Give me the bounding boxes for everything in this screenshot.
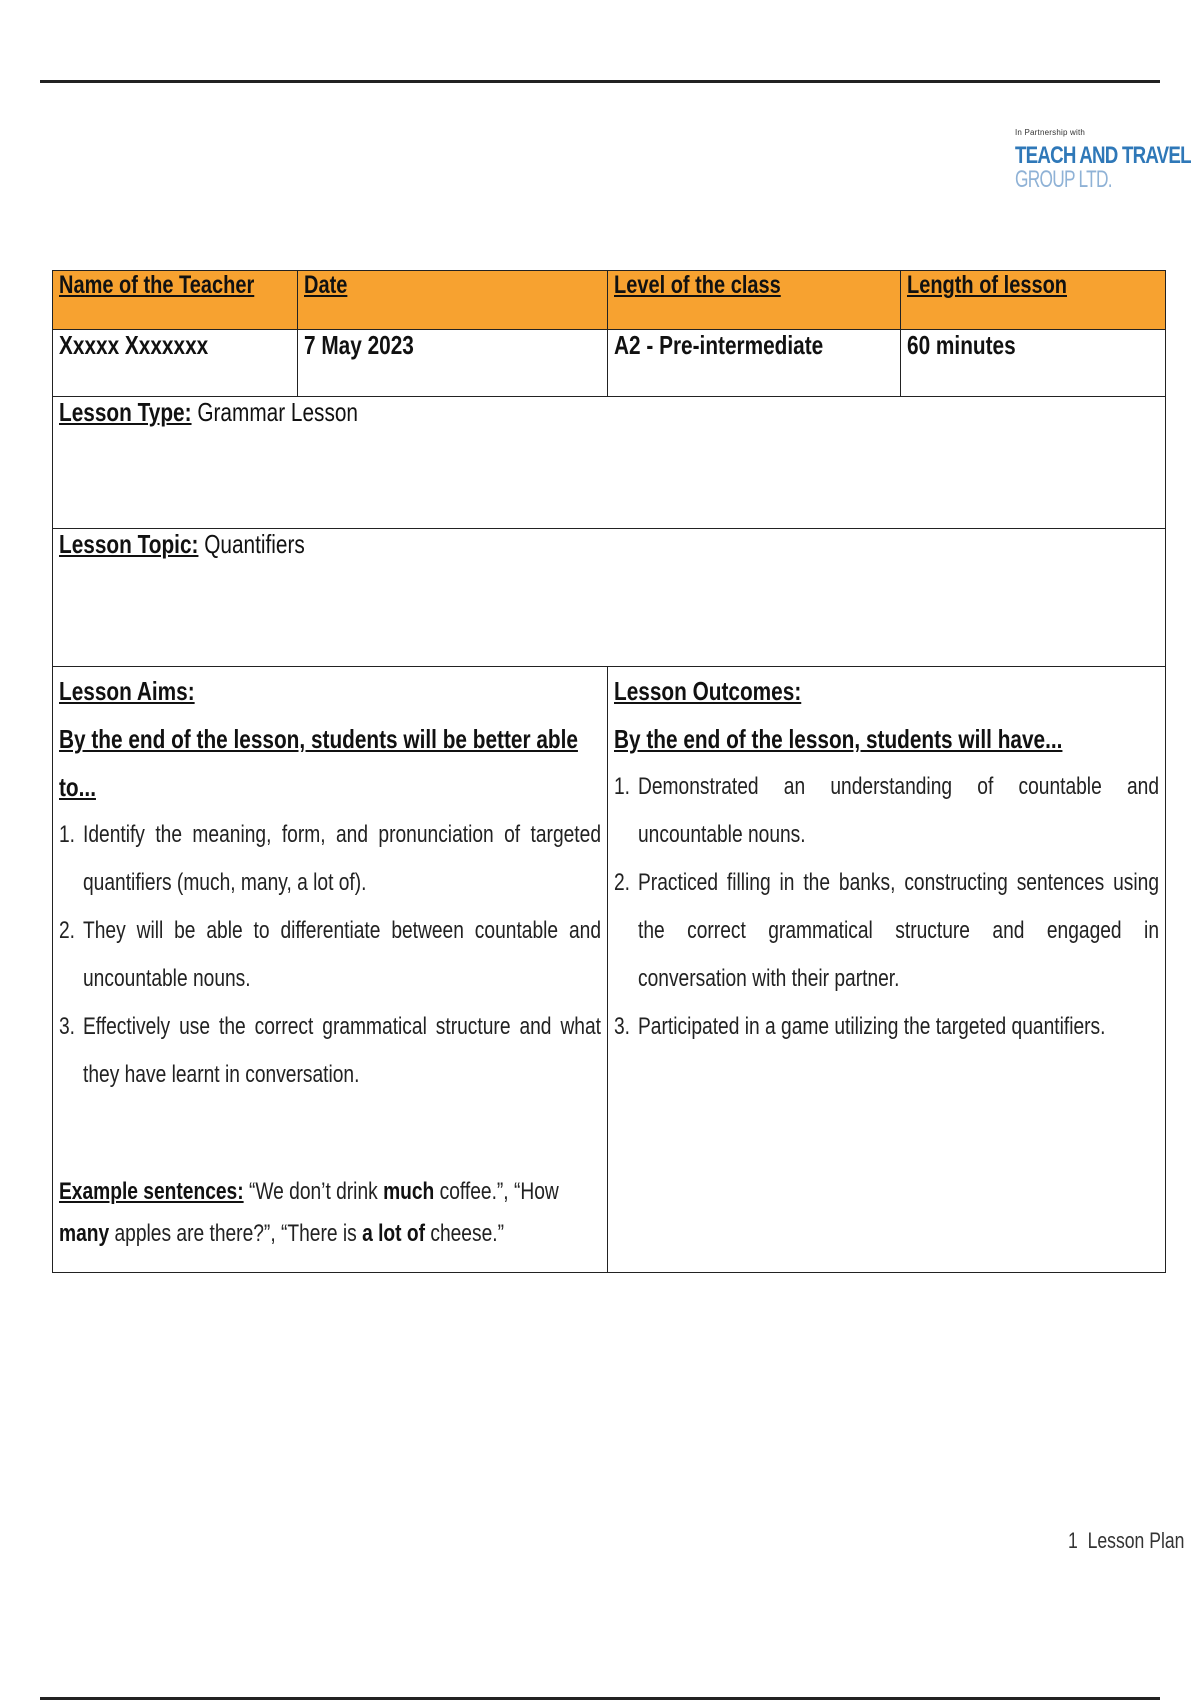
level-label: Level of the class: [614, 271, 781, 299]
aims-item: [59, 907, 601, 1003]
example-sentences: [59, 1171, 601, 1255]
teacher-value: Xxxxx Xxxxxxx: [59, 330, 209, 360]
date-value: 7 May 2023: [304, 330, 414, 360]
header-cell-length: [901, 271, 1166, 330]
top-rule: [40, 80, 1160, 83]
length-value: 60 minutes: [907, 330, 1016, 360]
example-label: Example sentences:: [59, 1178, 244, 1205]
aims-item-num: 2.: [59, 917, 76, 944]
value-cell-teacher: [53, 330, 298, 397]
aims-item-num: 1.: [59, 821, 76, 848]
lesson-topic-cell: [53, 529, 1166, 667]
value-cell-length: [901, 330, 1166, 397]
aims-item-text: Identify the meaning, form, and pronunciation of targeted quantifiers (much, many, a lot of).: [83, 821, 601, 896]
values-row: [53, 330, 1166, 397]
logo-brand-line1: TEACH AND TRAVEL: [1015, 142, 1191, 169]
lesson-type-row: [53, 397, 1166, 529]
outcomes-subtitle: By the end of the lesson, students will have...: [614, 724, 1063, 754]
aims-item: [59, 1003, 601, 1099]
outcomes-content: [614, 667, 1159, 1051]
aims-item-text: Effectively use the correct grammatical structure and what they have learnt in conversation.: [83, 1013, 601, 1088]
level-value: A2 - Pre-intermediate: [614, 330, 824, 360]
aims-cell: [53, 667, 608, 1273]
outcomes-item-num: 3.: [614, 1013, 631, 1040]
lesson-type-value: Grammar Lesson: [191, 397, 358, 427]
outcomes-title: Lesson Outcomes:: [614, 676, 802, 706]
outcomes-item-text: Practiced filling in the banks, constructing sentences using the correct grammatical structure and engaged in conversation with their partner.: [638, 869, 1159, 992]
outcomes-item-text: Demonstrated an understanding of countable and uncountable nouns.: [638, 773, 1159, 848]
header-cell-level: [608, 271, 901, 330]
date-label: Date: [304, 271, 348, 299]
lesson-topic-row: [53, 529, 1166, 667]
aims-item-num: 3.: [59, 1013, 76, 1040]
lesson-plan-table: [52, 270, 1166, 1273]
aims-item: [59, 811, 601, 907]
value-cell-date: [298, 330, 608, 397]
aims-item-text: They will be able to differentiate between countable and uncountable nouns.: [83, 917, 601, 992]
outcomes-cell: [608, 667, 1166, 1273]
example-part: apples are there?”, “There is: [109, 1220, 363, 1247]
example-part: cheese.”: [425, 1220, 504, 1247]
value-cell-level: [608, 330, 901, 397]
partner-logo: [1015, 128, 1191, 193]
length-label: Length of lesson: [907, 271, 1067, 299]
outcomes-item: [614, 763, 1159, 859]
teacher-label: Name of the Teacher: [59, 271, 255, 299]
lesson-type-line: [59, 397, 358, 428]
lesson-topic-value: Quantifiers: [198, 529, 305, 559]
lesson-type-label: Lesson Type:: [59, 397, 192, 427]
lesson-type-cell: [53, 397, 1166, 529]
example-quantifier: many: [59, 1220, 110, 1247]
outcomes-item-num: 1.: [614, 773, 631, 800]
example-part: coffee.”, “How: [434, 1178, 559, 1205]
aims-content: [59, 667, 601, 1255]
page-number: 1: [1068, 1528, 1078, 1553]
example-quantifier: much: [383, 1178, 435, 1205]
outcomes-list: [614, 763, 1159, 1051]
logo-partner-text: In Partnership with: [1015, 128, 1086, 137]
example-part: “We don’t drink: [243, 1178, 384, 1205]
aims-title: Lesson Aims:: [59, 676, 195, 706]
header-cell-date: [298, 271, 608, 330]
page-footer: [1068, 1528, 1184, 1554]
lesson-topic-label: Lesson Topic:: [59, 529, 199, 559]
outcomes-item-num: 2.: [614, 869, 631, 896]
lesson-topic-line: [59, 529, 305, 560]
header-row: [53, 271, 1166, 330]
outcomes-item: [614, 859, 1159, 1003]
header-cell-teacher: [53, 271, 298, 330]
aims-list: [59, 811, 601, 1099]
outcomes-item-text: Participated in a game utilizing the targeted quantifiers.: [638, 1013, 1106, 1040]
aims-subtitle: By the end of the lesson, students will be better able to...: [59, 724, 578, 802]
example-quantifier: a lot of: [362, 1220, 426, 1247]
footer-label: Lesson Plan: [1087, 1528, 1185, 1553]
aims-outcomes-row: [53, 667, 1166, 1273]
outcomes-item: [614, 1003, 1159, 1051]
logo-brand-line2: GROUP LTD.: [1015, 166, 1112, 193]
